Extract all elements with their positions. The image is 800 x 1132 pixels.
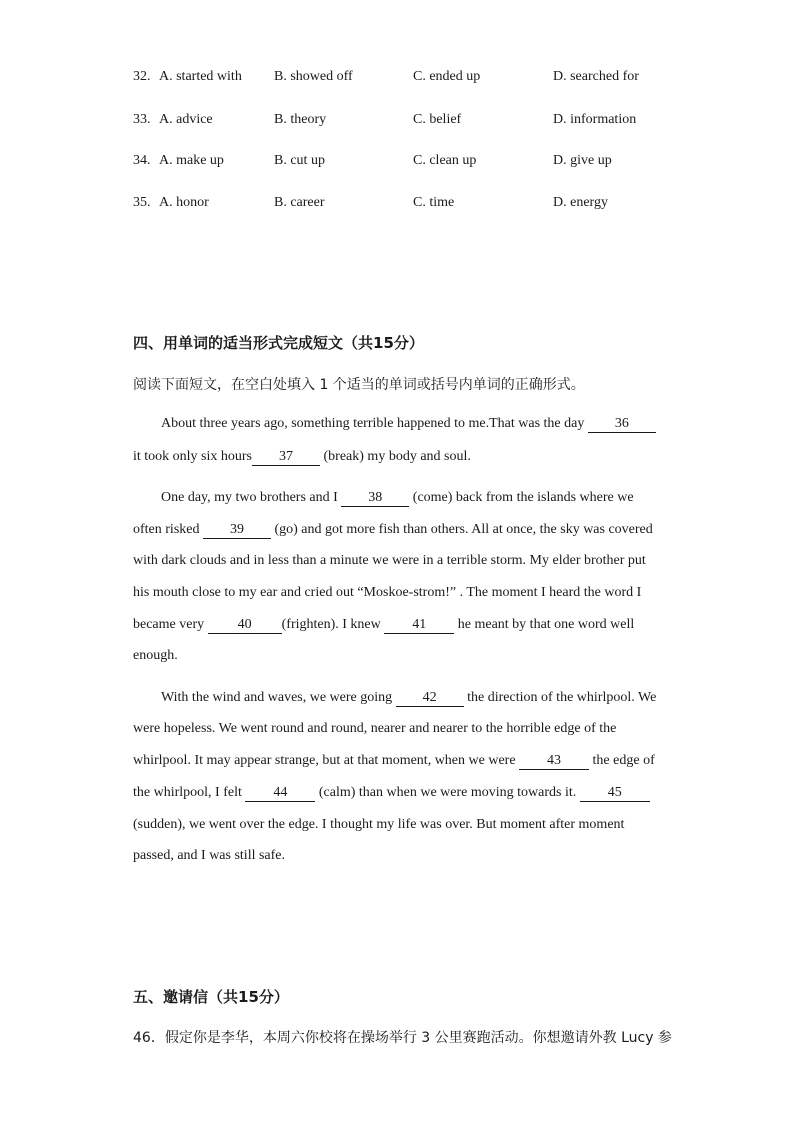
passage-text: One day, my two brothers and I [161,490,342,505]
passage-line [133,785,650,802]
answer-blank: 43 [519,753,589,770]
question-46: 46．假定你是李华，本周六你校将在操场举行 3 公里赛跑活动。你想邀请外教 Lucy 参 [133,1030,672,1046]
answer-blank: 41 [384,617,454,634]
passage-text: he meant by that one word well [454,617,635,632]
passage-text: the direction of the whirlpool. We [463,690,657,705]
option-row [133,110,673,130]
section-heading: 五、邀请信（共15分） [133,988,289,1006]
passage-text: About three years ago, something terrible happened to me.That was the day [161,416,588,431]
passage-text: became very [133,617,208,632]
answer-blank: 45 [580,785,650,802]
passage-text: it took only six hours [133,449,253,464]
answer-blank: 44 [245,785,315,802]
section-heading: 四、用单词的适当形式完成短文（共15分） [133,334,424,352]
passage-text: (frighten). I knew [281,617,385,632]
passage-line: with dark clouds and in less than a minute we were in a terrible storm. My elder brother put [133,553,646,568]
answer-blank: 39 [203,522,271,539]
option-d: D. information [553,112,637,127]
option-b: B. cut up [274,153,325,168]
option-c: C. time [413,195,455,210]
passage-text: (calm) than when we were moving towards it. [315,785,580,800]
question-number: 34. [133,153,151,168]
passage-text: (come) back from the islands where we [409,490,634,505]
passage-text: often risked [133,522,203,537]
passage-line [161,490,634,507]
option-a: A. make up [159,153,224,168]
option-d: D. searched for [553,69,639,84]
passage-text: With the wind and waves, we were going [161,690,396,705]
option-a: A. honor [159,195,209,210]
option-b: B. career [274,195,325,210]
section-instruction: 阅读下面短文，在空白处填入 1 个适当的单词或括号内单词的正确形式。 [133,377,585,393]
passage-line: were hopeless. We went round and round, nearer and nearer to the horrible edge of the [133,721,617,736]
passage-text: the whirlpool, I felt [133,785,246,800]
passage-line: his mouth close to my ear and cried out “Moskoe-strom!” . The moment I heard the word I [133,585,642,600]
option-a: A. advice [159,112,213,127]
passage-line [133,753,655,770]
question-number: 33. [133,112,151,127]
option-b: B. showed off [274,69,353,84]
option-a: A. started with [159,69,242,84]
passage-line: enough. [133,648,178,663]
option-d: D. energy [553,195,608,210]
passage-line: (sudden), we went over the edge. I thought my life was over. But moment after moment [133,817,625,832]
passage-line [133,522,653,539]
option-row [133,193,673,213]
option-d: D. give up [553,153,612,168]
option-c: C. belief [413,112,462,127]
passage-text: (break) my body and soul. [320,449,471,464]
passage-text: whirlpool. It may appear strange, but at that moment, when we were [133,753,520,768]
option-row [133,67,673,87]
question-number: 35. [133,195,151,210]
passage-line [161,416,656,433]
question-number: 32. [133,69,151,84]
answer-blank: 40 [208,617,282,634]
passage-line [133,617,634,634]
passage-line [133,449,471,466]
passage-text: the edge of [589,753,655,768]
answer-blank: 38 [341,490,409,507]
option-c: C. ended up [413,69,481,84]
passage-text: (go) and got more fish than others. All at once, the sky was covered [270,522,653,537]
option-row [133,151,673,171]
option-c: C. clean up [413,153,477,168]
answer-blank: 37 [252,449,320,466]
answer-blank: 42 [396,690,464,707]
passage-line [161,690,656,707]
answer-blank: 36 [588,416,656,433]
passage-line: passed, and I was still safe. [133,848,286,863]
option-b: B. theory [274,112,327,127]
